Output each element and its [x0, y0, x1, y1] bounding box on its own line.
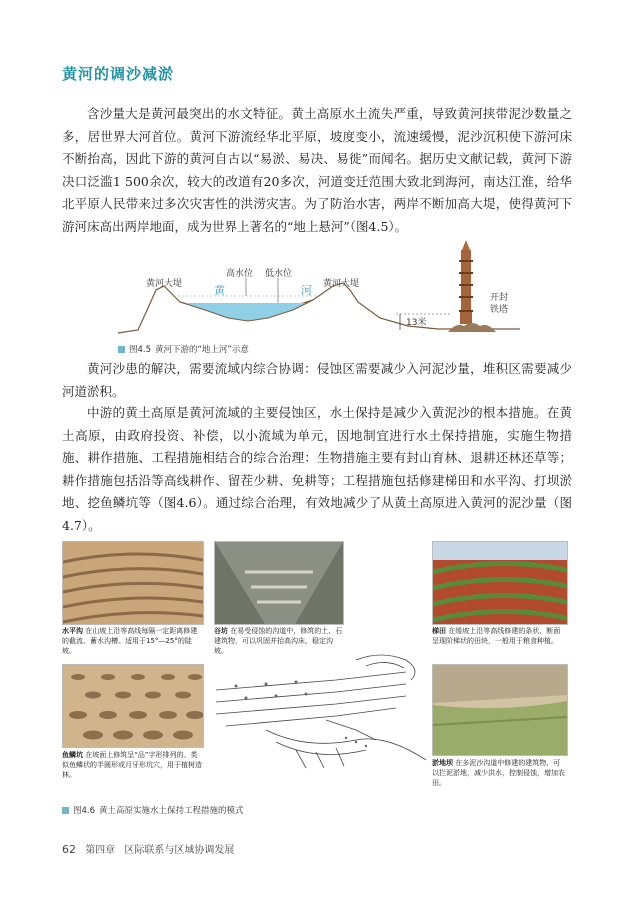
section-title: 黄河的调沙减淤 [62, 65, 175, 83]
low-water-label: 低水位 [265, 269, 293, 279]
watershed-sketch [206, 650, 432, 770]
silt-dam-photo [432, 664, 568, 756]
fish-scale-pits-title: 鱼鳞坑 [62, 751, 83, 759]
terrace-photo [432, 541, 568, 625]
river-char-huang: 黄 [214, 284, 225, 297]
horizontal-ditch-title: 水平沟 [62, 627, 83, 635]
paragraph-sediment-solution: 黄河沙患的解决，需要流域内综合协调：侵蚀区需要减少入河泥沙量，堆积区需要减少河道淤积。 [62, 361, 572, 399]
horizontal-ditch-photo [62, 541, 204, 625]
horizontal-ditch-note [62, 626, 202, 656]
pagoda-label-line2: 铁塔 [490, 305, 509, 315]
terrace-note [432, 626, 566, 646]
horizontal-ditch-text: 在山坡上沿等高线每隔一定距离修建的截流、蓄水沟槽。适用于15°—25°的陡坡。 [62, 627, 198, 655]
high-water-label: 高水位 [226, 269, 254, 279]
right-levee-label: 黄河大堤 [323, 279, 360, 289]
caption-marker-icon [118, 346, 125, 353]
left-levee-label: 黄河大堤 [146, 279, 183, 289]
chapter-title: 区际联系与区域协调发展 [124, 845, 235, 856]
page-number: 62 [62, 843, 76, 856]
paragraph-soil-conservation: 中游的黄土高原是黄河流域的主要侵蚀区，水土保持是减少入黄泥沙的根本措施。在黄土高原，由政府投资、补偿，以小流域为单元，因地制宜进行水土保持措施，实施生物措施、耕作措施、工程措施相结合的综合治理：生物措施主要有封山育林、退耕还林还草等；耕作措施包括沿等高线耕作、留茬少耕、免耕等；工程措施包括修建梯田和水平沟、打坝淤地、挖鱼鳞坑等（图4.6）。通过综合治理，有效地减少了从黄土高原进入黄河的泥沙量（图4.7）。 [62, 405, 572, 533]
pagoda-icon [448, 240, 496, 332]
valley-dam-title: 谷坊 [214, 627, 228, 635]
figure-caption-4-6 [62, 804, 244, 816]
caption-marker-icon [62, 807, 69, 814]
valley-dam-photo [214, 541, 344, 625]
caption-text: 黄河下游的“地上河”示意 [155, 345, 249, 355]
page-footer [62, 841, 240, 856]
figure-suspended-river [118, 238, 520, 338]
fish-scale-pits-note [62, 750, 202, 780]
caption-text: 黄土高原实施水土保持工程措施的模式 [99, 806, 244, 816]
caption-number: 图4.6 [73, 806, 96, 816]
terrace-text: 在缓坡上沿等高线修建的条状、断面呈现阶梯状的田块，一般用于粮食种植。 [432, 627, 561, 645]
silt-dam-text: 在多泥沙沟道中修建的建筑物，可以拦泥淤地，减少洪水，控制侵蚀，增加农田。 [432, 759, 565, 787]
figure-caption-4-5 [118, 343, 249, 355]
caption-number: 图4.5 [129, 345, 152, 355]
silt-dam-note [432, 758, 566, 788]
river-char-he: 河 [301, 284, 312, 297]
height-label: 13米 [406, 318, 427, 328]
terrace-title: 梯田 [432, 627, 446, 635]
fish-scale-pits-text: 在坡面上修筑呈“品”字形排列的、类似鱼鳞状的半圆形或月牙形坑穴，用于植树造林。 [62, 751, 202, 779]
pagoda-label-line1: 开封 [490, 293, 509, 303]
paragraph-sediment-characteristics: 含沙量大是黄河最突出的水文特征。黄土高原水土流失严重，导致黄河挟带泥沙数量之多，居世界大河首位。黄河下游流经华北平原，坡度变小，流速缓慢，泥沙沉积使下游河床不断抬高，因此下游的黄河自古以“易淤、易决、易徙”而闻名。据历史文献记载，黄河下游决口泛滥1 500余次，较大的改道有20多次，河道变迁范围大致北到海河，南达江淮，给华北平原人民带来过多次灾害性的洪涝灾害。为了防治水害，两岸不断加高大堤，使得黄河下游河床高出两岸地面，成为世界上著名的“地上悬河”（图4.5）。 [62, 106, 572, 234]
valley-dam-text: 在易受侵蚀的沟道中，修筑的土、石建筑物，可以巩固并抬高沟床，稳定沟坡。 [214, 627, 343, 655]
silt-dam-title: 淤地坝 [432, 759, 453, 767]
chapter-number: 第四章 [85, 845, 116, 856]
river-water [184, 303, 308, 321]
fish-scale-pits-photo [62, 664, 204, 748]
